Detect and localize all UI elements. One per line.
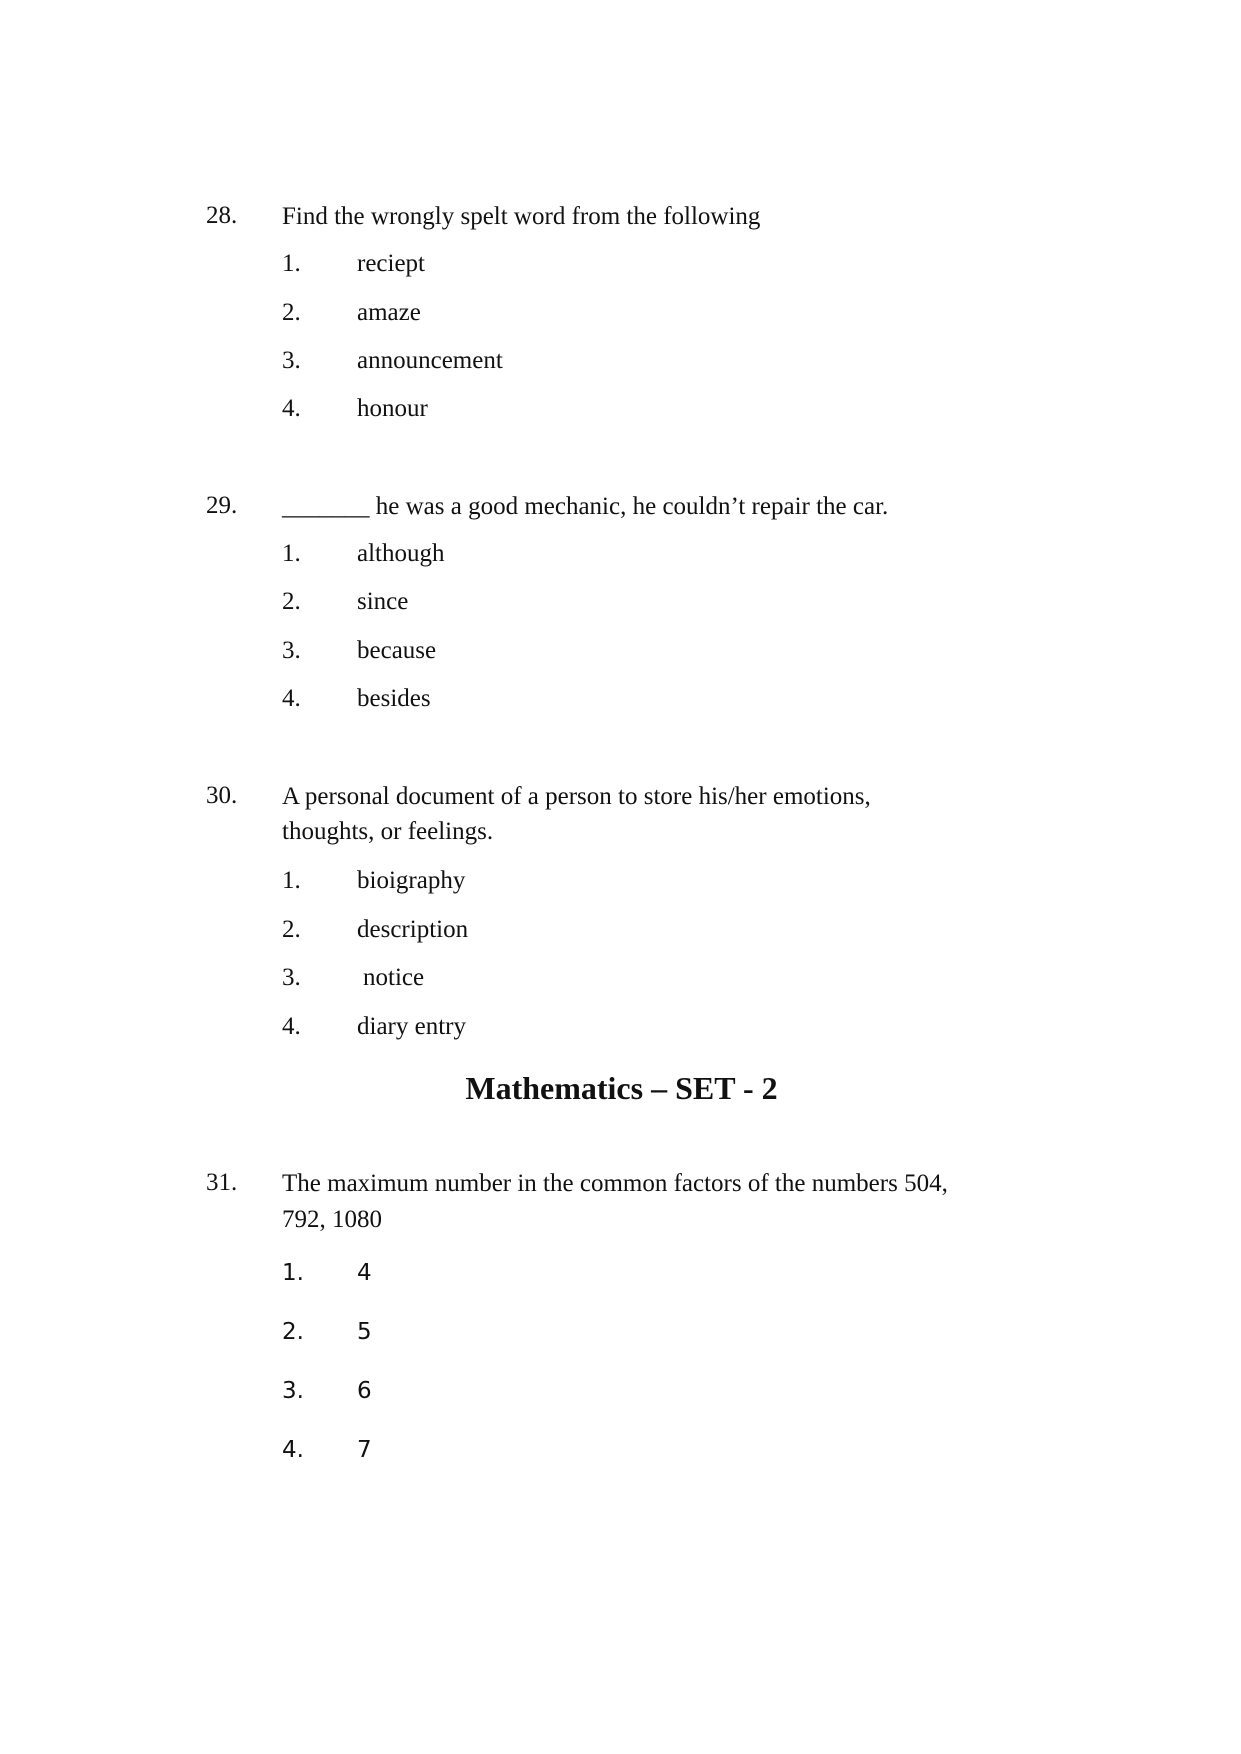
option-number: 1. <box>282 250 301 277</box>
option-number: 2. <box>282 1319 304 1345</box>
section-heading <box>0 1068 1241 1108</box>
option-text: 6 <box>357 1378 372 1404</box>
option-number: 1. <box>282 1260 304 1286</box>
option-number: 1. <box>282 540 301 567</box>
option-text: amaze <box>357 299 421 326</box>
option-number: 2. <box>282 588 301 615</box>
question-text: _______ he was a good mechanic, he couldn’t repair the car. <box>282 493 889 520</box>
option-number: 2. <box>282 299 301 326</box>
option-text: since <box>357 588 409 615</box>
option-number: 4. <box>282 685 301 712</box>
option-number: 4. <box>282 1437 304 1463</box>
question-number: 31. <box>206 1169 238 1196</box>
section-heading-text: Mathematics – SET - 2 <box>465 1070 778 1106</box>
option-number: 3. <box>282 347 301 374</box>
option-text: 7 <box>357 1437 372 1463</box>
question-text-line-2: 792, 1080 <box>282 1206 382 1233</box>
option-text: reciept <box>357 250 426 277</box>
option-text: 5 <box>357 1319 372 1345</box>
option-text: honour <box>357 395 428 422</box>
option-number: 3. <box>282 964 301 991</box>
question-number: 29. <box>206 492 238 519</box>
option-text: bioigraphy <box>357 867 466 894</box>
option-text: announcement <box>357 347 503 374</box>
question-number: 28. <box>206 202 238 229</box>
option-number: 4. <box>282 395 301 422</box>
option-text: although <box>357 540 445 567</box>
option-number: 3. <box>282 637 301 664</box>
question-text: Find the wrongly spelt word from the following <box>282 203 761 230</box>
question-text-line-2: thoughts, or feelings. <box>282 818 494 845</box>
question-text-line-1: The maximum number in the common factors of the numbers 504, <box>282 1170 948 1197</box>
option-text: 4 <box>357 1260 372 1286</box>
question-text-line-1: A personal document of a person to store his/her emotions, <box>282 783 871 810</box>
option-text: diary entry <box>357 1013 466 1040</box>
option-number: 3. <box>282 1378 304 1404</box>
option-text: because <box>357 637 437 664</box>
question-number: 30. <box>206 782 238 809</box>
option-number: 4. <box>282 1013 301 1040</box>
option-text: besides <box>357 685 431 712</box>
option-text: notice <box>363 964 425 991</box>
option-number: 2. <box>282 916 301 943</box>
option-number: 1. <box>282 867 301 894</box>
option-text: description <box>357 916 469 943</box>
